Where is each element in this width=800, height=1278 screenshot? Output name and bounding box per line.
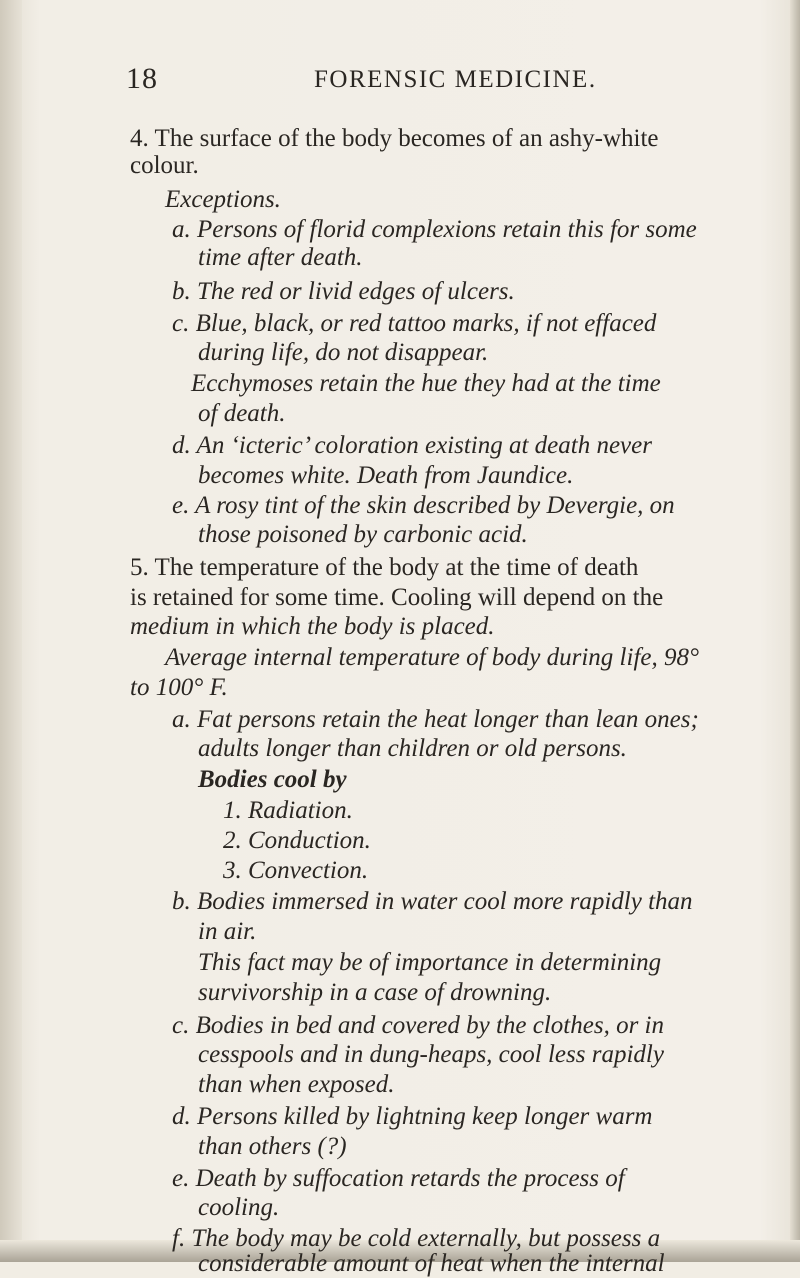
text-line: d. Persons killed by lightning keep longer warm — [172, 1103, 653, 1130]
text-line: Ecchymoses retain the hue they had at the time — [191, 370, 661, 397]
text-line: time after death. — [198, 244, 363, 271]
text-line: cooling. — [198, 1194, 280, 1221]
text-line: is retained for some time. Cooling will depend on the — [130, 584, 664, 611]
text-line: considerable amount of heat when the internal — [198, 1250, 665, 1277]
text-line: 2. Conduction. — [223, 827, 371, 854]
text-line: a. Fat persons retain the heat longer than lean ones; — [172, 706, 699, 733]
text-line: e. A rosy tint of the skin described by Devergie, on — [172, 492, 675, 519]
text-line: 4. The surface of the body becomes of an ashy-white — [130, 125, 659, 152]
text-line: This fact may be of importance in determining — [198, 949, 662, 976]
text-line: c. Blue, black, or red tattoo marks, if not effaced — [172, 310, 657, 337]
text-line: becomes white. Death from Jaundice. — [198, 462, 574, 489]
text-line: of death. — [198, 400, 286, 427]
text-line: during life, do not disappear. — [198, 339, 489, 366]
text-line: 3. Convection. — [223, 857, 369, 884]
text-line: d. An ‘icteric’ coloration existing at death never — [172, 432, 652, 459]
running-head: FORENSIC MEDICINE. — [314, 66, 597, 93]
text-line: Bodies cool by — [198, 766, 347, 793]
text-line: those poisoned by carbonic acid. — [198, 521, 528, 548]
text-line: Average internal temperature of body during life, 98° — [165, 644, 699, 671]
text-line: in air. — [198, 918, 257, 945]
text-line: medium in which the body is placed. — [130, 613, 495, 640]
page-number: 18 — [126, 62, 158, 95]
text-line: Exceptions. — [165, 186, 281, 213]
text-line: to 100° F. — [130, 674, 228, 701]
text-line: f. The body may be cold externally, but possess a — [172, 1225, 661, 1252]
text-line: adults longer than children or old persons. — [198, 735, 627, 762]
text-line: b. Bodies immersed in water cool more rapidly than — [172, 888, 693, 915]
text-line: cesspools and in dung-heaps, cool less rapidly — [198, 1041, 664, 1068]
text-line: 1. Radiation. — [223, 797, 353, 824]
text-line: b. The red or livid edges of ulcers. — [172, 278, 515, 305]
text-line: than others (?) — [198, 1133, 347, 1160]
text-line: than when exposed. — [198, 1071, 395, 1098]
text-line: survivorship in a case of drowning. — [198, 979, 552, 1006]
text-line: 5. The temperature of the body at the time of death — [130, 554, 639, 581]
text-line: colour. — [130, 152, 199, 179]
text-line: c. Bodies in bed and covered by the clothes, or in — [172, 1012, 664, 1039]
text-line: a. Persons of florid complexions retain this for some — [172, 216, 697, 243]
text-line: e. Death by suffocation retards the process of — [172, 1165, 625, 1192]
